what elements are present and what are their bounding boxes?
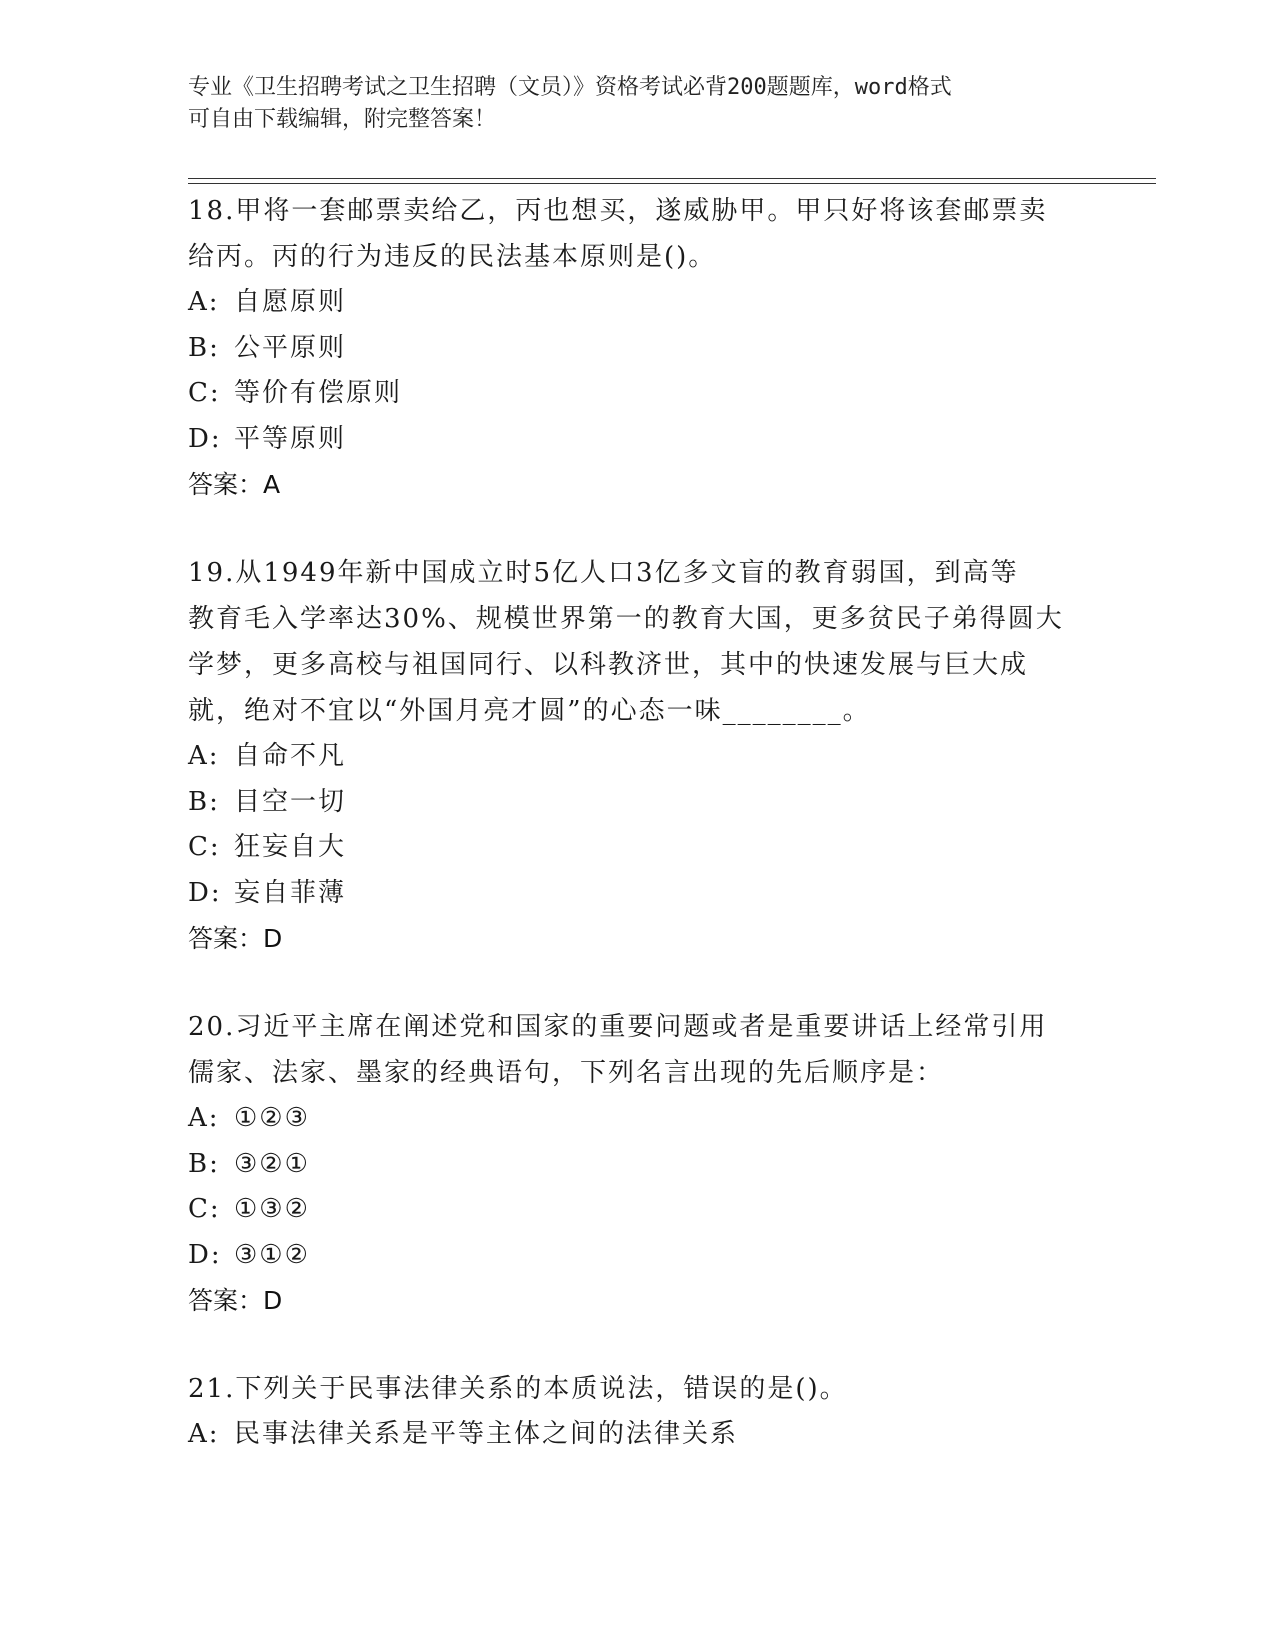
question-text-line: 给丙。丙的行为违反的民法基本原则是()。 [188,242,717,272]
option-key: D: [188,1239,222,1270]
option-key: A: [188,1419,220,1449]
option-key: D: [188,877,222,908]
question-text-line: 学梦，更多高校与祖国同行、以科教济世，其中的快速发展与巨大成 [188,650,1029,680]
answer-line: 答案：D [188,924,283,953]
option-c [188,1187,1088,1233]
option-text: 自愿原则 [234,287,347,317]
option-a [188,280,1088,326]
option-text: ①③② [234,1194,310,1224]
question-text-line: 20.习近平主席在阐述党和国家的重要问题或者是重要讲话上经常引用 [188,1012,1048,1042]
question-18 [188,188,1088,508]
option-b [188,326,1088,372]
option-text: ①②③ [234,1103,310,1133]
option-text: 等价有偿原则 [234,378,403,408]
question-21 [188,1366,1088,1458]
option-key: C: [188,832,221,862]
question-list [188,188,1088,1500]
option-key: A: [188,287,220,317]
option-key: C: [188,1194,221,1224]
option-key: A: [188,741,220,771]
header-line-1: 专业《卫生招聘考试之卫生招聘（文员）》资格考试必背200题题库，word格式 [188,75,952,100]
question-text-line: 就，绝对不宜以“外国月亮才圆”的心态一味________。 [188,696,871,726]
option-b [188,1142,1088,1188]
option-a [188,1096,1088,1142]
option-c [188,371,1088,417]
option-a [188,1412,1088,1458]
option-key: C: [188,378,221,408]
option-text: 妄自菲薄 [234,877,347,908]
option-text: 狂妄自大 [234,832,347,862]
document-header [188,72,1088,136]
option-d [188,1233,1088,1279]
question-19 [188,550,1088,962]
answer-line: 答案：A [188,470,281,499]
option-c [188,825,1088,871]
option-text: ③①② [234,1239,310,1270]
option-text: 平等原则 [234,423,347,454]
option-b [188,780,1088,826]
header-divider [188,178,1156,184]
option-d [188,417,1088,463]
option-text: 公平原则 [234,332,347,363]
option-text: 目空一切 [234,786,347,817]
question-text-line: 儒家、法家、墨家的经典语句，下列名言出现的先后顺序是： [188,1058,945,1088]
answer-line: 答案：D [188,1286,283,1315]
question-text-line: 18.甲将一套邮票卖给乙，丙也想买，遂威胁甲。甲只好将该套邮票卖 [188,196,1048,226]
option-key: D: [188,423,222,454]
question-text-line: 教育毛入学率达30%、规模世界第一的教育大国，更多贫民子弟得圆大 [188,604,1064,634]
option-a [188,734,1088,780]
option-text: 民事法律关系是平等主体之间的法律关系 [234,1419,739,1449]
option-key: B: [188,786,220,817]
question-text-line: 21.下列关于民事法律关系的本质说法，错误的是()。 [188,1374,848,1404]
question-text-line: 19.从1949年新中国成立时5亿人口3亿多文盲的教育弱国，到高等 [188,558,1019,588]
option-key: B: [188,332,220,363]
option-key: B: [188,1148,220,1179]
question-20 [188,1004,1088,1324]
option-text: 自命不凡 [234,741,347,771]
option-key: A: [188,1103,220,1133]
header-line-2: 可自由下载编辑，附完整答案！ [188,107,497,132]
option-text: ③②① [234,1148,310,1179]
option-d [188,871,1088,917]
